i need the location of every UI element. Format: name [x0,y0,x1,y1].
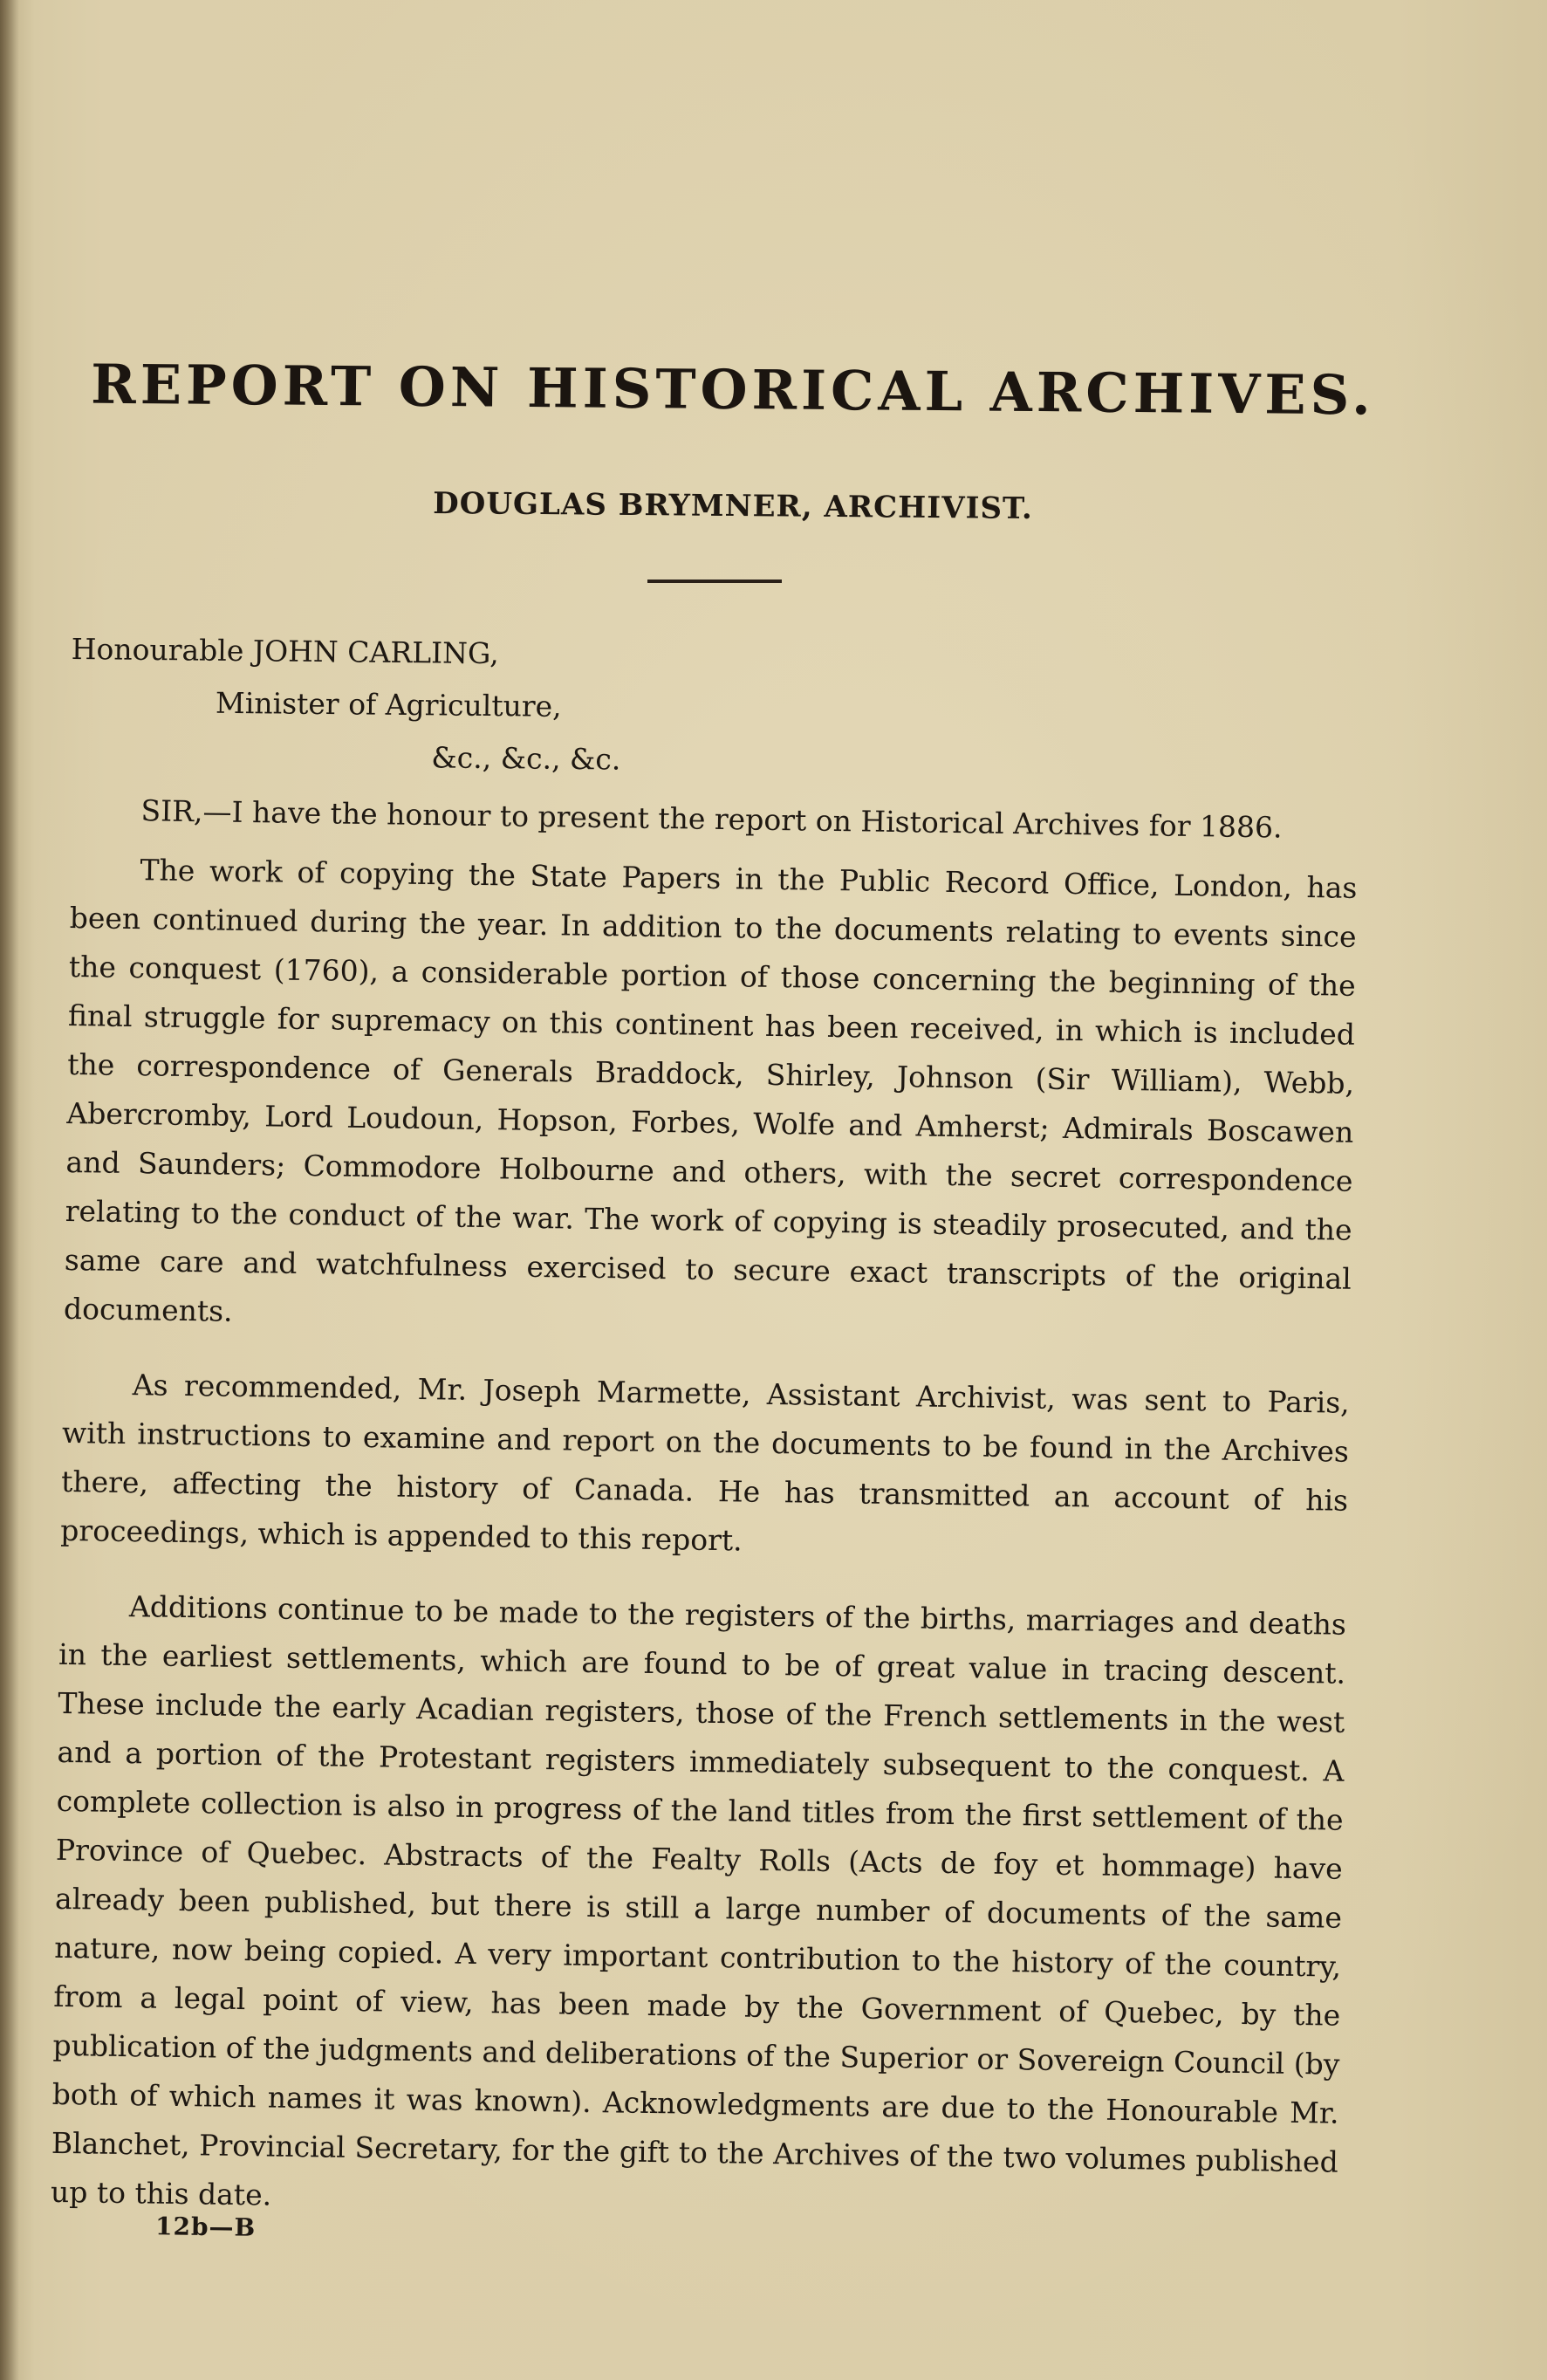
paragraph-paris-mission: As recommended, Mr. Joseph Marmette, Assistant Archivist, was sent to Paris, with instructions to examine and report on the documents to be found in the Archives there, affecting the history of Canada. He has transmitted an account of his proceedings, which is appended to this report. [60,1368,1350,1558]
page-subtitle: DOUGLAS BRYMNER, ARCHIVIST. [433,486,1033,526]
greeting-paragraph: SIR,—I have the honour to present the report on Historical Archives for 1886. [140,793,1283,845]
title-divider [647,580,782,583]
addressee-office: Minister of Agriculture, [215,685,562,724]
paragraph-registers: Additions continue to be made to the registers of the births, marriages and deaths in the earliest settlements, which are found to be of great value in tracing descent. These include the early Acadian registers, those of the French settlements in the west and a portion of the Protestant registers immediately subsequent to the conquest. A complete collection is also in progress of the land titles from the first settlement of the Province of Quebec. Abstracts of the Fealty Rolls (Acts de foy et hommage) have already been published, but there is still a large number of documents of the same nature, now being copied. A very important contribution to the history of the country, from a legal point of view, has been made by the Government of Quebec, by the publication of the judgments and deliberations of the Superior or Sovereign Council (by both of which names it was known). Acknowledgments are due to the Honourable Mr. Blanchet, Provincial Secretary, for the gift to the Archives of the two volumes published up to this date. [50,1589,1347,2212]
addressee-name: Honourable JOHN CARLING, [71,631,499,671]
printer-signature-mark: 12b—B [154,2212,257,2242]
page-spine-shadow [0,0,19,2380]
page-title: REPORT ON HISTORICAL ARCHIVES. [90,352,1376,428]
paragraph-state-papers: The work of copying the State Papers in the Public Record Office, London, has been continued during the year. In addition to the documents relating to events since the conquest (1760), a considerable portion of those concerning the beginning of the final struggle for supremacy on this continent has been received, in which is included the correspondence of Generals Braddock, Shirley, Johnson (Sir William), Webb, Abercromby, Lord Loudoun, Hopson, Forbes, Wolfe and Amherst; Admirals Boscawen and Saunders; Commodore Holbourne and others, with the secret correspondence relating to the conduct of the war. The work of copying is steadily prosecuted, and the same care and watchfulness exercised to secure exact transcripts of the original documents. [63,853,1358,1328]
report-body [51,785,1359,2236]
addressee-block [70,623,622,786]
addressee-etc: &c., &c., &c. [431,740,621,777]
